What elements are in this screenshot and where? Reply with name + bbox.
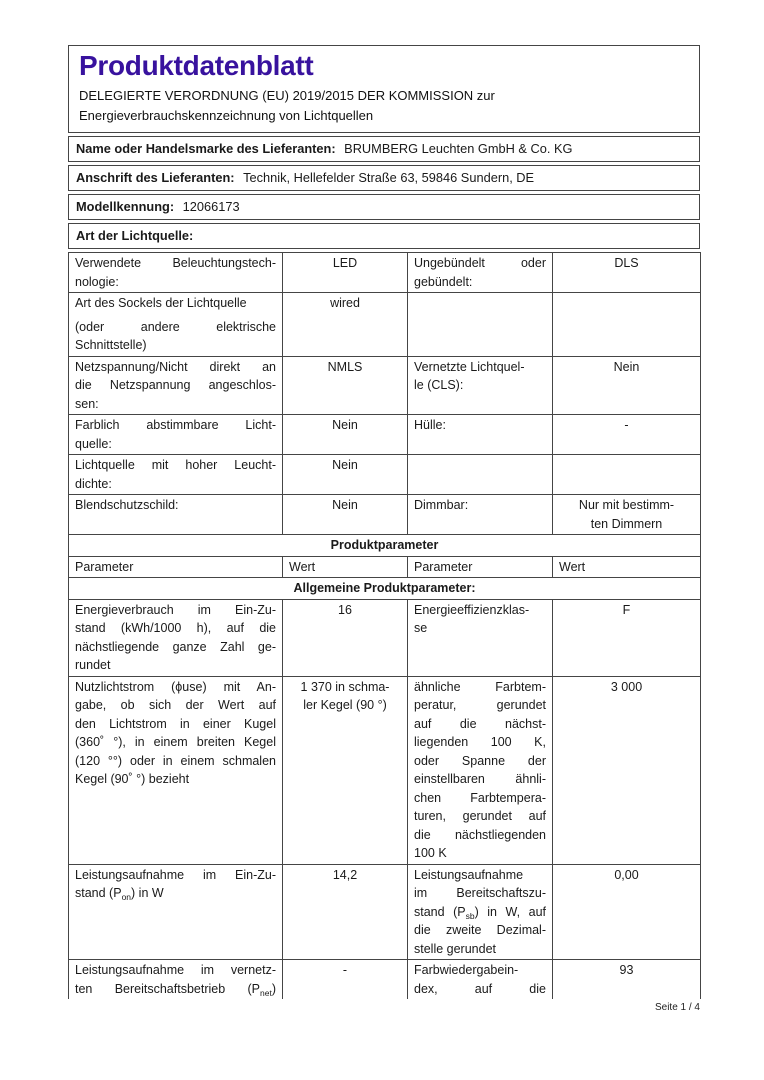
value-cell: 93 — [553, 960, 701, 1000]
value-cell: wired — [283, 293, 408, 357]
value-cell: 1 370 in schma- ler Kegel (90 °) — [283, 676, 408, 864]
label-cell: Verwendete Beleuchtungstech- nologie: — [69, 253, 283, 293]
regulation-subtitle: DELEGIERTE VERORDNUNG (EU) 2019/2015 DER KOMMISSION zur Energieverbrauchskennzeichnung von Lichtquellen — [79, 88, 495, 123]
value-cell: - — [553, 415, 701, 455]
label-cell: Vernetzte Lichtquel- le (CLS): — [408, 356, 553, 415]
value-cell: Nein — [283, 455, 408, 495]
row-networked-standby-power — [69, 960, 701, 1000]
row-high-luminance — [69, 455, 701, 495]
value-cell: 3 000 — [553, 676, 701, 864]
column-header: Parameter — [69, 556, 283, 578]
label-cell — [408, 455, 553, 495]
label-cell: Farblich abstimmbare Licht- quelle: — [69, 415, 283, 455]
product-parameters-table — [68, 252, 701, 999]
label-cell — [408, 293, 553, 357]
label-cell: Blendschutzschild: — [69, 495, 283, 535]
value-cell: F — [553, 599, 701, 676]
page-number: Seite 1 / 4 — [654, 1002, 700, 1013]
value-cell: 16 — [283, 599, 408, 676]
value-cell: - — [283, 960, 408, 1000]
label-cell: Leistungsaufnahme im Ein-Zu- stand $(P_{on})$ in W — [69, 864, 283, 960]
label-cell: Ungebündelt oder gebündelt: — [408, 253, 553, 293]
column-header: Wert — [283, 556, 408, 578]
supplier-name-value: BRUMBERG Leuchten GmbH & Co. KG — [344, 141, 573, 156]
section-title: Produktparameter — [69, 535, 701, 557]
column-header: Wert — [553, 556, 701, 578]
subsection-title: Allgemeine Produktparameter: — [69, 578, 701, 600]
supplier-address-label: Anschrift des Lieferanten: — [76, 170, 235, 185]
section-produktparameter — [69, 535, 701, 557]
row-useful-luminous-flux — [69, 676, 701, 864]
column-header: Parameter — [408, 556, 553, 578]
supplier-name-row — [68, 136, 700, 162]
label-cell: Energieeffizienzklas- se — [408, 599, 553, 676]
value-cell: LED — [283, 253, 408, 293]
label-cell: Netzspannung/Nicht direkt an die Netzspannung angeschlos- sen: — [69, 356, 283, 415]
model-id-label: Modellkennung: — [76, 199, 175, 214]
row-glare-shield — [69, 495, 701, 535]
row-colour-tunable — [69, 415, 701, 455]
value-cell: Nein — [553, 356, 701, 415]
params-header-row — [69, 556, 701, 578]
value-cell: Nur mit bestimm- ten Dimmern — [553, 495, 701, 535]
row-mains-voltage — [69, 356, 701, 415]
row-socket-type — [69, 293, 701, 357]
supplier-name-label: Name oder Handelsmarke des Lieferanten: — [76, 141, 336, 156]
document-title: Produktdatenblatt — [79, 50, 314, 81]
value-cell — [553, 293, 701, 357]
label-cell: Art des Sockels der Lichtquelle (oder andere elektrische Schnittstelle) — [69, 293, 283, 357]
value-cell: NMLS — [283, 356, 408, 415]
row-power-on-state — [69, 864, 701, 960]
label-cell: Leistungsaufnahme im Bereitschaftszu- stand $(P_{sb})$ in W, auf die zweite Dezimal- stelle gerundet — [408, 864, 553, 960]
label-cell: Farbwiedergabein- dex, auf die — [408, 960, 553, 1000]
light-source-type-label: Art der Lichtquelle: — [76, 228, 194, 243]
value-cell: Nein — [283, 415, 408, 455]
title-block — [68, 45, 700, 133]
label-cell: Nutzlichtstrom (ϕuse) mit An- gabe, ob sich der Wert auf den Lichtstrom in einer Kugel (360˚ °), in einem breiten Kegel (120 °°) oder in einem schmalen Kegel (90˚ °) bezieht — [69, 676, 283, 864]
datasheet — [68, 45, 700, 999]
light-source-type-heading — [68, 223, 700, 249]
row-lighting-technology — [69, 253, 701, 293]
section-allgemeine-produktparameter — [69, 578, 701, 600]
value-cell: DLS — [553, 253, 701, 293]
model-id-value: 12066173 — [182, 199, 240, 214]
label-cell: Leistungsaufnahme im vernetz- ten Bereitschaftsbetrieb $(P_{net})$ — [69, 960, 283, 1000]
supplier-address-value: Technik, Hellefelder Straße 63, 59846 Sundern, DE — [243, 170, 535, 185]
value-cell: Nein — [283, 495, 408, 535]
label-cell: Dimmbar: — [408, 495, 553, 535]
label-cell: Hülle: — [408, 415, 553, 455]
value-cell: 14,2 — [283, 864, 408, 960]
label-cell: Energieverbrauch im Ein-Zu- stand (kWh/1000 h), auf die nächstliegende ganze Zahl ge- rundet — [69, 599, 283, 676]
model-id-row — [68, 194, 700, 220]
value-cell — [553, 455, 701, 495]
label-cell: Lichtquelle mit hoher Leucht- dichte: — [69, 455, 283, 495]
row-energy-consumption — [69, 599, 701, 676]
value-cell: 0,00 — [553, 864, 701, 960]
label-cell: ähnliche Farbtem- peratur, gerundet auf die nächst- liegenden 100 K, oder Spanne der einstellbaren ähnli- chen Farbtempera- turen, gerundet auf die nächstliegenden 100 K — [408, 676, 553, 864]
supplier-address-row — [68, 165, 700, 191]
